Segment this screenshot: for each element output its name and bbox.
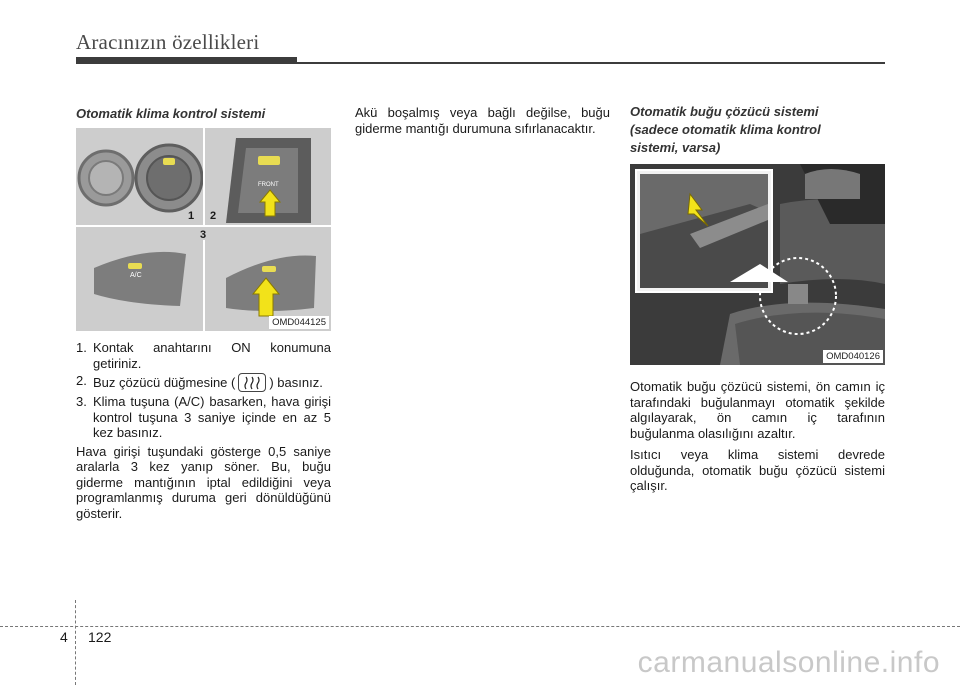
ac-button-label: A/C <box>130 272 142 279</box>
steps-list <box>76 340 331 441</box>
header-bar-thin <box>297 62 885 64</box>
step-item: 1. Kontak anahtarını ON konumuna getiriniz. <box>76 340 331 371</box>
middle-body <box>355 105 610 139</box>
figure-number-2: 2 <box>210 210 217 222</box>
right-paragraph-2: Isıtıcı veya klima sistemi devrede olduğunda, otomatik buğu çözücü sistemi çalışır. <box>630 447 885 493</box>
footer-chapter: 4 <box>60 629 68 645</box>
figure-number-1: 1 <box>188 210 195 222</box>
footer-page-number: 122 <box>88 629 112 645</box>
front-button-label: FRONT <box>258 182 279 188</box>
figure-label: OMD040126 <box>823 350 883 363</box>
left-section-title: Otomatik klima kontrol sistemi <box>76 106 266 121</box>
front-defrost-icon <box>238 373 266 392</box>
defogger-sensor-figure <box>630 164 885 365</box>
right-section-title: Otomatik buğu çözücü sistemi (sadece otomatik klima kontrol sistemi, varsa) <box>630 104 821 155</box>
step-item: 2. Buz çözücü düğmesine ( ) basınız. <box>76 373 323 390</box>
defogger-sensor-illustration <box>630 164 885 365</box>
climate-control-figure <box>76 128 331 331</box>
left-paragraph: Hava girişi tuşundaki gösterge 0,5 saniye aralarla 3 kez yanıp söner. Bu, buğu giderme mantığının iptal edildiğini veya programlanmış duruma geri dönüldüğünü gösterir. <box>76 443 331 521</box>
step-item: 3. Klima tuşuna (A/C) basarken, hava girişi kontrol tuşuna 3 saniye içinde en az 5 kez basınız. <box>76 394 331 440</box>
left-body <box>76 340 331 524</box>
right-body <box>630 379 885 497</box>
header-title: Aracınızın özellikleri <box>76 30 260 54</box>
figure-label: OMD044125 <box>269 316 329 329</box>
figure-number-3: 3 <box>200 229 207 241</box>
footer-divider <box>75 600 76 685</box>
footer-rule <box>0 626 960 627</box>
middle-paragraph: Akü boşalmış veya bağlı değilse, buğu giderme mantığı durumuna sıfırlanacaktır. <box>355 105 610 136</box>
right-paragraph-1: Otomatik buğu çözücü sistemi, ön camın iç tarafındaki buğulanmayı otomatik şekilde algılayarak, ön camın iç tarafının buğulanma olasılığını azaltır. <box>630 379 885 441</box>
header-bar-thick <box>76 57 297 64</box>
watermark: carmanualsonline.info <box>637 646 940 679</box>
